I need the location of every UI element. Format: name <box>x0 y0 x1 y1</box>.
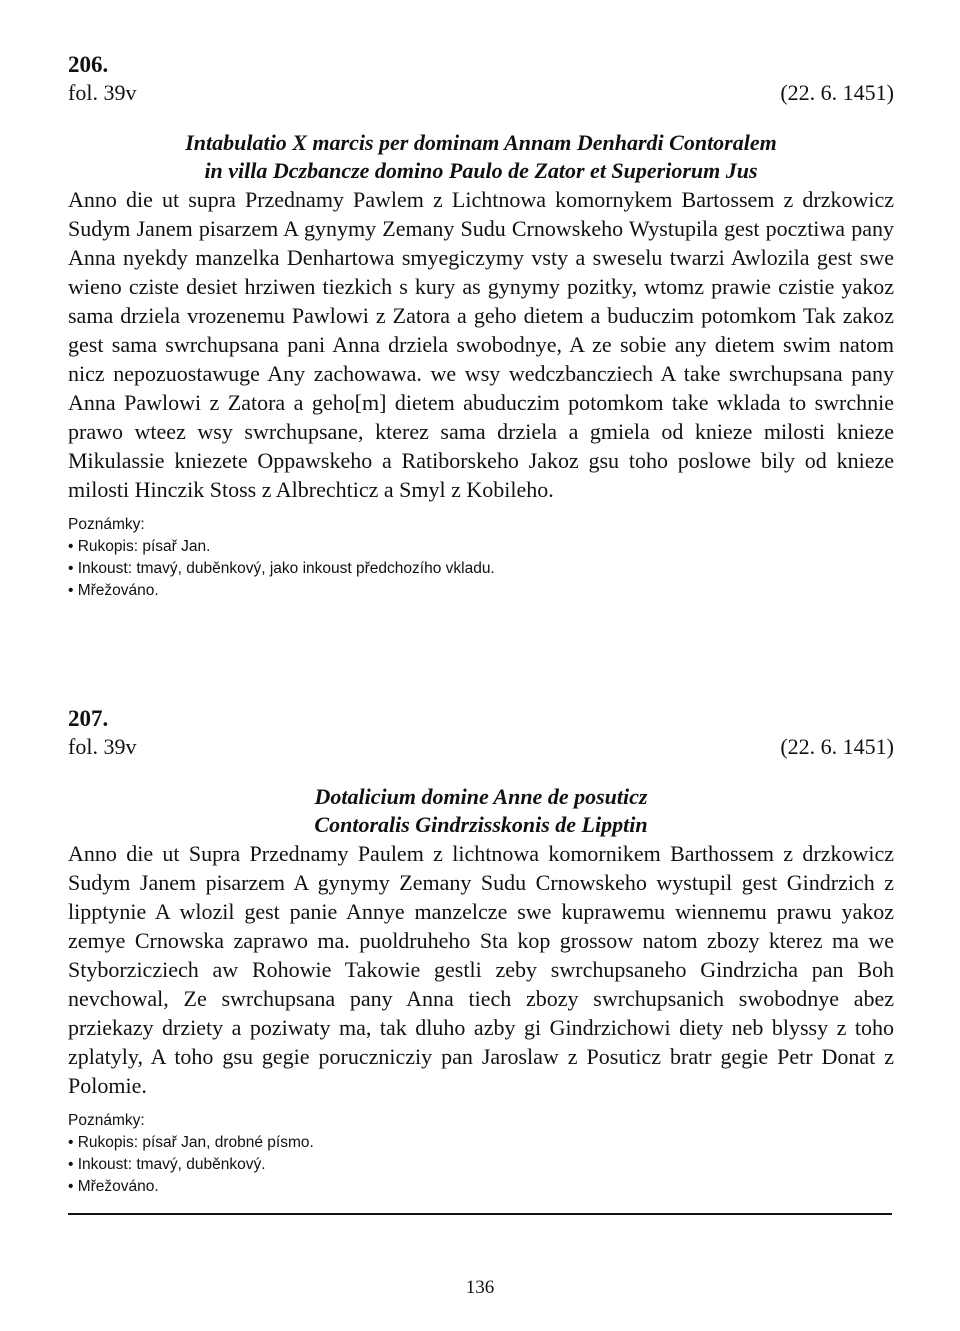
entry-header-row <box>68 733 894 763</box>
horizontal-rule <box>68 1213 892 1215</box>
folio-reference: fol. 39v <box>68 734 137 759</box>
note-item: • Rukopis: písař Jan. <box>68 538 211 555</box>
note-item: • Mřežováno. <box>68 1178 159 1195</box>
entry-header-row <box>68 79 894 109</box>
entry-206 <box>68 50 894 602</box>
note-item: • Inkoust: tmavý, duběnkový. <box>68 1156 266 1173</box>
folio-reference: fol. 39v <box>68 80 137 105</box>
notes-heading: Poznámky: <box>68 1112 145 1129</box>
note-item: • Mřežováno. <box>68 582 159 599</box>
entry-notes <box>68 1110 894 1198</box>
entry-title <box>68 129 894 185</box>
entry-title-line: Intabulatio X marcis per dominam Annam Denhardi Contoralem <box>185 130 777 155</box>
entry-number: 206. <box>68 52 109 77</box>
notes-heading: Poznámky: <box>68 516 145 533</box>
entry-text: Anno die ut supra Przednamy Pawlem z Lichtnowa komornykem Bartossem z drzkowicz Sudym Janem pisarzem A gynymy Zemany Sudu Crnowskeho Wystupila gest pocztiwa pany Anna nyekdy manzelka Denhartowa smyegiczymy vsty a sweselu twarzi Awlozila gest swe wieno cziste desiet hrziwen tiezkich s kury as gynymy pozitky, wtomz prawie czistie yakoz sama drziela vrozenemu Pawlowi z Zatora a geho dietem a buduczim potomkom Tak zakoz gest sama swrchupsana pani Anna drziela swobodnye, A ze sobie any dietem swim natom nicz nepozuostawuge Any zachowawa. we wsy wedczbancziech A take swrchupsana pany Anna Pawlowi z Zatora a geho[m] dietem abuduczim potomkom take wklada to swrchnie prawo wteez wsy swrchupsane, kterez sama drziela a gmiela od knieze milosti knieze Mikulassie kniezete Oppawskeho a Ratiborskeho Jakoz gsu toho poslowe bily od knieze milosti Hinczik Stoss z Albrechticz a Smyl z Kobileho. <box>68 187 894 502</box>
page-number: 136 <box>465 1277 495 1298</box>
entry-title <box>68 783 894 839</box>
entry-date: (22. 6. 1451) <box>780 80 894 105</box>
entry-number: 207. <box>68 706 109 731</box>
note-item: • Inkoust: tmavý, duběnkový, jako inkoust předchozího vkladu. <box>68 560 495 577</box>
entry-text: Anno die ut Supra Przednamy Paulem z lichtnowa komornikem Barthossem z drzkowicz Sudym Janem pisarzem A gynymy Zemany Sudu Crnowskeho wystupil gest Gindrzich z lipptynie A wlozil gest panie Annye manzelcze swe kuprawemu wiennemu prawu yakoz zemye Crnowska zaprawo ma. puoldruheho Sta kop grossow natom zbozy kterez ma we Styborzicziech aw Rohowie Takowie gestli zeby swrchupsaneho Gindrzicha pan Boh nevchowal, Ze swrchupsana pany Anna tiech zbozy swrchupsanich swobodnye abez prziekazy drziety a poziwaty ma, tak dluho azby gi Gindrzichowi diety neb blyssy z toho zplatyly, A toho gsu gegie porucznicziy pan Jaroslaw z Posuticz bratr gegie Petr Donat z Polomie. <box>68 841 894 1098</box>
note-item: • Rukopis: písař Jan, drobné písmo. <box>68 1134 314 1151</box>
entry-title-line: Dotalicium domine Anne de posuticz <box>314 784 648 809</box>
entry-date: (22. 6. 1451) <box>780 734 894 759</box>
entry-title-line: in villa Dczbancze domino Paulo de Zator et Superiorum Jus <box>204 158 758 183</box>
entry-207 <box>68 704 894 1198</box>
entry-title-line: Contoralis Gindrzisskonis de Lipptin <box>314 812 648 837</box>
entry-notes <box>68 514 894 602</box>
